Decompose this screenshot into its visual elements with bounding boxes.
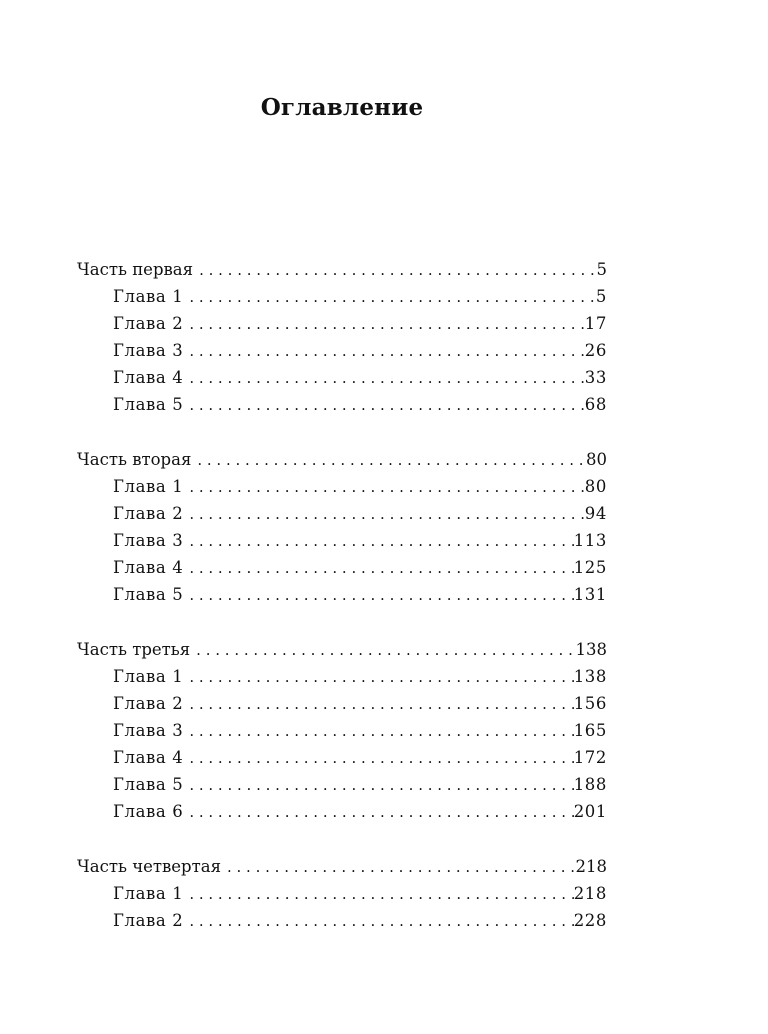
toc-chapter-entry[interactable] — [77, 798, 607, 825]
toc-chapter-entry[interactable] — [77, 554, 607, 581]
toc-chapter-entry[interactable] — [77, 310, 607, 337]
dot-leader — [183, 745, 573, 772]
toc-part-entry[interactable] — [77, 446, 607, 473]
page-title: Оглавление — [260, 94, 424, 121]
toc-part-entry-page-number: 5 — [596, 260, 607, 279]
toc-chapter-entry[interactable] — [77, 527, 607, 554]
toc-chapter-entry-label: Глава 4 — [113, 558, 184, 577]
toc-part-entry-page-number: 80 — [586, 450, 607, 469]
dot-leader — [191, 447, 586, 474]
toc-chapter-entry[interactable] — [77, 473, 607, 500]
toc-part — [77, 256, 607, 418]
toc-chapter-entry[interactable] — [77, 717, 607, 744]
toc-chapter-entry-label: Глава 5 — [113, 585, 184, 604]
toc-chapter-entry[interactable] — [77, 337, 607, 364]
dot-leader — [183, 338, 584, 365]
toc-part-entry-label: Часть первая — [77, 260, 194, 279]
dot-leader — [183, 311, 584, 338]
dot-leader — [183, 908, 573, 935]
dot-leader — [183, 691, 573, 718]
toc-part-entry-label: Часть третья — [77, 640, 191, 659]
toc-chapter-entry-page-number: 113 — [573, 531, 607, 550]
toc-chapter-entry-page-number: 188 — [573, 775, 607, 794]
toc-chapter-entry-label: Глава 2 — [113, 504, 184, 523]
dot-leader — [183, 799, 573, 826]
dot-leader — [193, 257, 596, 284]
toc-chapter-entry-label: Глава 4 — [113, 368, 184, 387]
toc-chapter-entry[interactable] — [77, 771, 607, 798]
toc-chapter-entry[interactable] — [77, 690, 607, 717]
dot-leader — [183, 528, 573, 555]
toc-part — [77, 446, 607, 608]
toc-chapter-entry[interactable] — [77, 663, 607, 690]
toc-chapter-entry-label: Глава 2 — [113, 314, 184, 333]
toc-chapter-entry[interactable] — [77, 283, 607, 310]
toc-chapter-entry[interactable] — [77, 581, 607, 608]
toc-chapter-entry[interactable] — [77, 500, 607, 527]
dot-leader — [183, 555, 573, 582]
toc-chapter-entry[interactable] — [77, 907, 607, 934]
dot-leader — [183, 718, 573, 745]
toc-chapter-entry-page-number: 131 — [573, 585, 607, 604]
dot-leader — [183, 474, 584, 501]
toc-chapter-entry-page-number: 218 — [573, 884, 607, 903]
toc-chapter-entry-label: Глава 5 — [113, 395, 184, 414]
dot-leader — [183, 284, 596, 311]
dot-leader — [183, 664, 573, 691]
toc-chapter-entry-page-number: 125 — [573, 558, 607, 577]
toc-chapter-entry-page-number: 5 — [595, 287, 607, 306]
toc-chapter-entry-label: Глава 3 — [113, 531, 184, 550]
toc-chapter-entry-page-number: 80 — [584, 477, 607, 496]
dot-leader — [190, 637, 575, 664]
toc-part — [77, 636, 607, 825]
table-of-contents — [77, 256, 607, 962]
toc-part-entry[interactable] — [77, 853, 607, 880]
toc-part-entry-label: Часть четвертая — [77, 857, 221, 876]
toc-part-entry-page-number: 138 — [575, 640, 607, 659]
toc-chapter-entry-label: Глава 6 — [113, 802, 184, 821]
toc-chapter-entry-label: Глава 2 — [113, 694, 184, 713]
toc-chapter-entry-page-number: 172 — [573, 748, 607, 767]
toc-chapter-entry-label: Глава 2 — [113, 911, 184, 930]
toc-chapter-entry-label: Глава 1 — [113, 477, 184, 496]
toc-chapter-entry-page-number: 17 — [584, 314, 607, 333]
toc-part-entry[interactable] — [77, 636, 607, 663]
toc-chapter-entry-label: Глава 1 — [113, 667, 184, 686]
toc-chapter-entry-label: Глава 1 — [113, 287, 184, 306]
toc-chapter-entry-label: Глава 5 — [113, 775, 184, 794]
toc-part — [77, 853, 607, 934]
dot-leader — [183, 881, 573, 908]
toc-chapter-entry-page-number: 156 — [573, 694, 607, 713]
toc-part-entry-label: Часть вторая — [77, 450, 192, 469]
dot-leader — [183, 772, 573, 799]
dot-leader — [183, 392, 584, 419]
toc-chapter-entry-page-number: 33 — [584, 368, 607, 387]
toc-chapter-entry-page-number: 138 — [573, 667, 607, 686]
toc-chapter-entry-page-number: 94 — [584, 504, 607, 523]
toc-chapter-entry-label: Глава 3 — [113, 721, 184, 740]
toc-chapter-entry[interactable] — [77, 880, 607, 907]
toc-chapter-entry-page-number: 165 — [573, 721, 607, 740]
toc-chapter-entry-page-number: 228 — [573, 911, 607, 930]
dot-leader — [221, 854, 576, 881]
toc-chapter-entry-page-number: 26 — [584, 341, 607, 360]
toc-chapter-entry-page-number: 68 — [584, 395, 607, 414]
toc-chapter-entry-label: Глава 4 — [113, 748, 184, 767]
toc-chapter-entry[interactable] — [77, 744, 607, 771]
toc-chapter-entry-label: Глава 3 — [113, 341, 184, 360]
toc-chapter-entry[interactable] — [77, 364, 607, 391]
toc-chapter-entry-page-number: 201 — [573, 802, 607, 821]
dot-leader — [183, 365, 584, 392]
dot-leader — [183, 501, 584, 528]
toc-part-entry[interactable] — [77, 256, 607, 283]
toc-chapter-entry-label: Глава 1 — [113, 884, 184, 903]
dot-leader — [183, 582, 573, 609]
toc-chapter-entry[interactable] — [77, 391, 607, 418]
toc-part-entry-page-number: 218 — [575, 857, 607, 876]
